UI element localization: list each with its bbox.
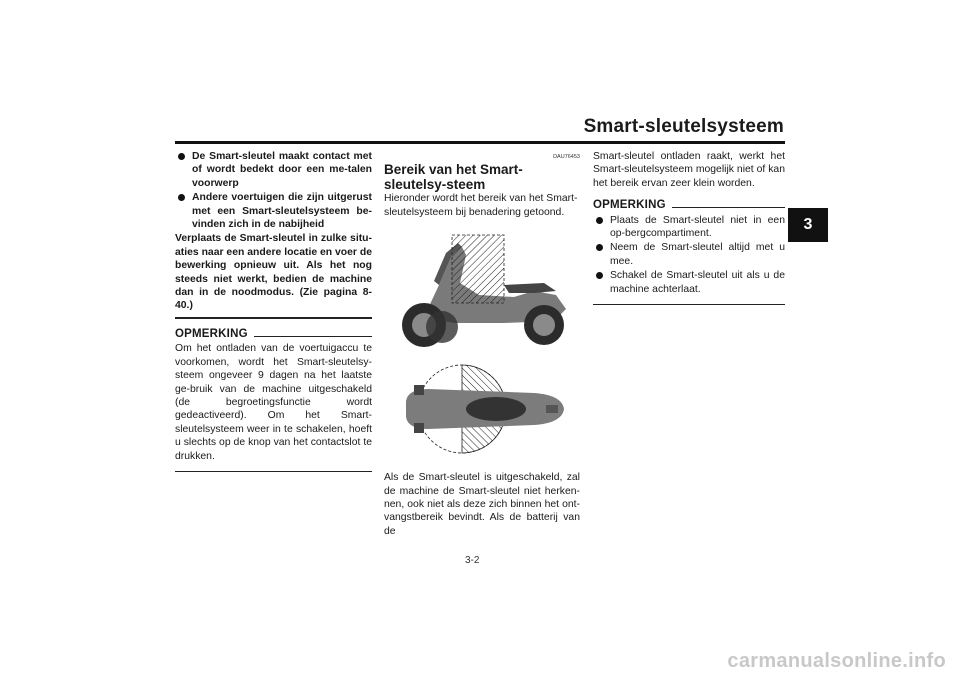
bullet-text: De Smart-sleutel maakt contact met of wordt bedekt door een me-talen voorwerp <box>192 151 372 189</box>
body-text: Als de Smart-sleutel is uitgeschakeld, zal de machine de Smart-sleutel niet herken-nen, ook niet als deze zich binnen het ont-vangstbereik bevindt. Als de batterij van de <box>384 472 580 537</box>
note-heading-label: OPMERKING <box>175 327 248 340</box>
section-code: DAU76453 <box>553 154 580 160</box>
note-end-rule <box>175 471 372 472</box>
continuation-text: Smart-sleutel ontladen raakt, werkt het Smart-sleutelsysteem mogelijk niet of kan het bereik ervan zeer klein worden. <box>593 151 785 189</box>
bullet-item <box>593 214 785 241</box>
bullet-text: Plaats de Smart-sleutel niet in een op-bergcompartiment. <box>610 214 785 240</box>
bullet-text: Schakel de Smart-sleutel uit als u de machine achterlaat. <box>610 270 785 295</box>
bullet-dot-icon <box>596 272 603 279</box>
divider <box>175 317 372 319</box>
section-heading: Bereik van het Smart-sleutelsy-steem <box>384 162 523 193</box>
intro-text: Hieronder wordt het bereik van het Smart-sleutelsysteem bij benadering getoond. <box>384 193 578 218</box>
bullet-text: Neem de Smart-sleutel altijd met u mee. <box>610 242 785 267</box>
note-text: Om het ontladen van de voertuigaccu te voorkomen, wordt het Smart-sleutelsy-steem ongeveer 9 dagen na het laatste ge-bruik van de machine uitgeschakeld (de begroetingsfunctie wordt gedeactiveerd). Om het Smart-sleutelsysteem weer in te schakelen, hoeft u slechts op de knop van het contactslot te drukken. <box>175 343 372 462</box>
bullet-dot-icon <box>596 217 603 224</box>
page-number: 3-2 <box>465 555 480 566</box>
bullet-dot-icon <box>596 244 603 251</box>
bullet-item <box>175 191 372 231</box>
note-heading-label: OPMERKING <box>593 199 666 212</box>
heading-rule <box>672 207 785 208</box>
side-view-range-figure <box>384 225 580 355</box>
column-3 <box>593 150 785 305</box>
top-view-range-figure <box>384 361 580 471</box>
bullet-dot-icon <box>178 153 185 160</box>
warning-paragraph: Verplaats de Smart-sleutel in zulke situ-aties naar een andere locatie en voer de bewerking opnieuw uit. Als het nog steeds niet werkt, bedien de machine dan in de noodmodus. (Zie pagina 8-40.) <box>175 233 372 312</box>
watermark: carmanualsonline.info <box>727 650 946 672</box>
page-title: Smart-sleutelsysteem <box>583 116 784 137</box>
bullet-text: Andere voertuigen die zijn uitgerust met een Smart-sleutelsysteem be-vinden zich in de nabijheid <box>192 192 372 231</box>
note-heading <box>175 328 372 341</box>
bullet-item <box>175 150 372 190</box>
bullet-item <box>593 241 785 268</box>
note-heading <box>593 199 785 212</box>
bullet-dot-icon <box>178 194 185 201</box>
chapter-tab: 3 <box>788 208 828 242</box>
header-rule <box>175 141 785 144</box>
heading-rule <box>254 336 372 337</box>
column-1 <box>175 150 372 472</box>
column-2 <box>384 150 580 538</box>
note-end-rule <box>593 304 785 305</box>
bullet-item <box>593 269 785 296</box>
